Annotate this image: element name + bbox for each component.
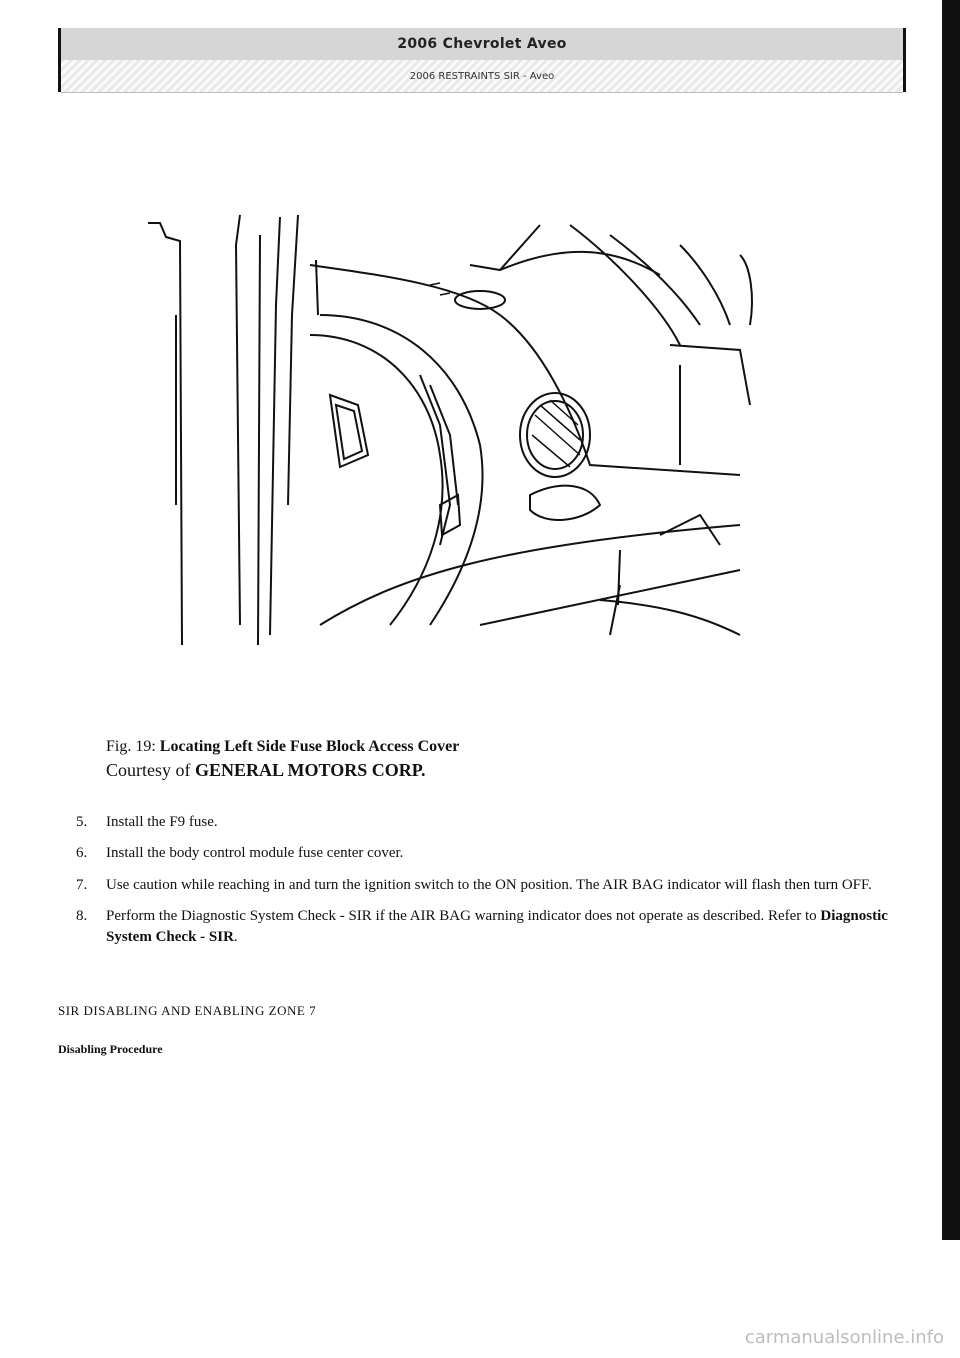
step-text: Install the F9 fuse. xyxy=(106,814,218,830)
step-suffix: . xyxy=(233,929,238,946)
credit-name: GENERAL MOTORS CORP. xyxy=(195,759,426,780)
credit-prefix: Courtesy of xyxy=(106,759,191,780)
caption-line xyxy=(106,736,459,758)
list-item xyxy=(76,812,906,833)
step-text-wrapper xyxy=(106,906,906,949)
step-text: Use caution while reaching in and turn the ignition switch to the ON position. The AIR BAG indicator will flash then turn OFF. xyxy=(106,876,872,893)
step-number: 6. xyxy=(76,845,88,862)
section-subheading: Disabling Procedure xyxy=(58,1042,163,1056)
caption-title: Locating Left Side Fuse Block Access Cover xyxy=(159,738,460,755)
diagnostic-check-link[interactable]: Diagnostic System Check - SIR xyxy=(106,907,888,946)
procedure-steps xyxy=(76,812,906,958)
page-header xyxy=(58,28,906,92)
step-number: 7. xyxy=(76,876,88,893)
caption-prefix: Fig. 19: xyxy=(106,738,156,755)
header-subtitle: 2006 RESTRAINTS SIR - Aveo xyxy=(61,60,903,93)
list-item xyxy=(76,843,906,864)
step-text: Perform the Diagnostic System Check - SIR if the AIR BAG warning indicator does not operate as described. Refer to xyxy=(106,907,817,924)
list-item xyxy=(76,906,906,949)
step-text: Install the body control module fuse center cover. xyxy=(106,845,404,862)
list-item xyxy=(76,875,906,896)
right-page-border xyxy=(942,0,960,1240)
section-heading: SIR DISABLING AND ENABLING ZONE 7 xyxy=(58,1003,317,1018)
credit-line xyxy=(106,758,459,782)
watermark: carmanualsonline.info xyxy=(744,1327,944,1348)
step-number: 8. xyxy=(76,907,88,924)
header-title: 2006 Chevrolet Aveo xyxy=(61,28,903,60)
illustration-svg xyxy=(140,205,760,665)
figure-caption xyxy=(106,736,459,782)
fuse-block-illustration xyxy=(140,205,760,665)
step-number: 5. xyxy=(76,814,88,830)
